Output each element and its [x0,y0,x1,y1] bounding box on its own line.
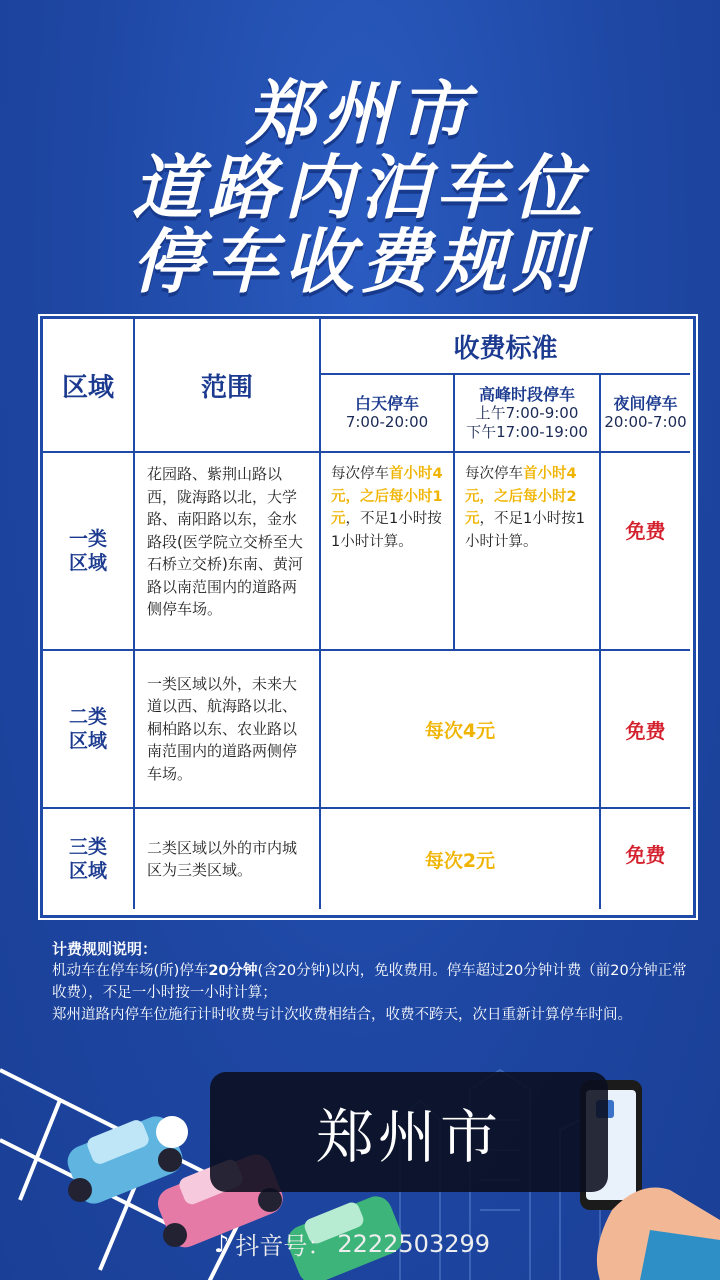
zone-1-peak-fee-a: 每次停车 [465,466,523,482]
douyin-watermark [214,1226,490,1261]
zone-2 [43,651,135,809]
zone-1-day-fee-c: ，不足1小时按1小时计算。 [331,511,442,550]
title-line-3: 停车收费规则 [132,221,588,303]
zone-1-l1: 一类 [68,528,107,550]
zone-3-night-fee: 免费 [625,843,666,867]
header-zone: 区域 [43,319,135,453]
header-night-label: 夜间停车 [613,394,678,413]
header-fee: 收费标准 [321,319,690,375]
zone-2-fee: 每次4元 [321,651,601,809]
header-night-time: 20:00-7:00 [604,413,687,431]
zone-1-l2: 区域 [68,552,107,574]
header-night [601,375,690,453]
zone-2-l1: 二类 [68,706,107,728]
zone-3-fee: 每次2元 [321,809,601,909]
city-banner: 郑州市 [210,1072,608,1192]
zone-1 [43,453,135,651]
zone-1-peak-fee-b: 首小时4元，之后每小时2元 [465,466,577,527]
zone-2-l2: 区域 [68,730,107,752]
douyin-label: 抖音号： [235,1232,332,1260]
douyin-icon: ♪ [214,1229,230,1258]
header-peak-label: 高峰时段停车 [478,384,575,404]
zone-1-day-fee-b: 首小时4元，之后每小时1元 [331,466,443,527]
zone-3-l1: 三类 [68,836,107,858]
notes-line-1-b: 20分钟 [208,963,258,979]
notes-title: 计费规则说明： [52,940,158,958]
zone-2-range: 一类区域以外，未来大道以西、航海路以北、桐柏路以东、农业路以南范围内的道路两侧停车场。 [135,651,321,809]
notes-line-2: 郑州道路内停车位施行计时收费与计次收费相结合，收费不跨天，次日重新计算停车时间。 [52,1007,632,1023]
header-peak [455,375,601,453]
notes-line-1-c: (含20分钟)以内，免收费用。停车超过20分钟计费（前20分钟正常收费），不足一小时按一小时计算； [52,963,687,1001]
notes-line-1 [52,960,692,1004]
zone-1-night-fee: 免费 [601,453,690,651]
header-day [321,375,455,453]
zone-1-peak-fee-c: ，不足1小时按1小时计算。 [465,511,585,550]
zone-2-night-fee: 免费 [601,651,690,809]
zone-3 [43,809,135,909]
title-line-2: 道路内泊车位 [132,147,588,229]
header-day-time: 7:00-20:00 [345,413,429,431]
zone-3-l2: 区域 [68,860,107,882]
header-day-label: 白天停车 [354,394,419,413]
zone-1-range: 花园路、紫荆山路以西，陇海路以北，大学路、南阳路以东，金水路段(医学院立交桥至大石桥立交桥)东南、黄河路以南范围内的道路两侧停车场。 [135,453,321,651]
header-peak-time2: 下午17:00-19:00 [466,422,588,441]
header-peak-time1: 上午7:00-9:00 [475,403,579,422]
notes [52,938,692,1026]
fee-table [40,316,696,918]
zone-1-day-fee-a: 每次停车 [331,466,389,482]
notes-line-1-a: 机动车在停车场(所)停车 [52,963,209,979]
douyin-id: 2222503299 [337,1229,491,1258]
zone-1-peak-fee [455,453,601,651]
title-line-1: 郑州市 [246,73,474,155]
zone-3-range: 二类区域以外的市内城区为三类区域。 [135,809,321,909]
header-range: 范围 [135,319,321,453]
zone-1-day-fee [321,453,455,651]
